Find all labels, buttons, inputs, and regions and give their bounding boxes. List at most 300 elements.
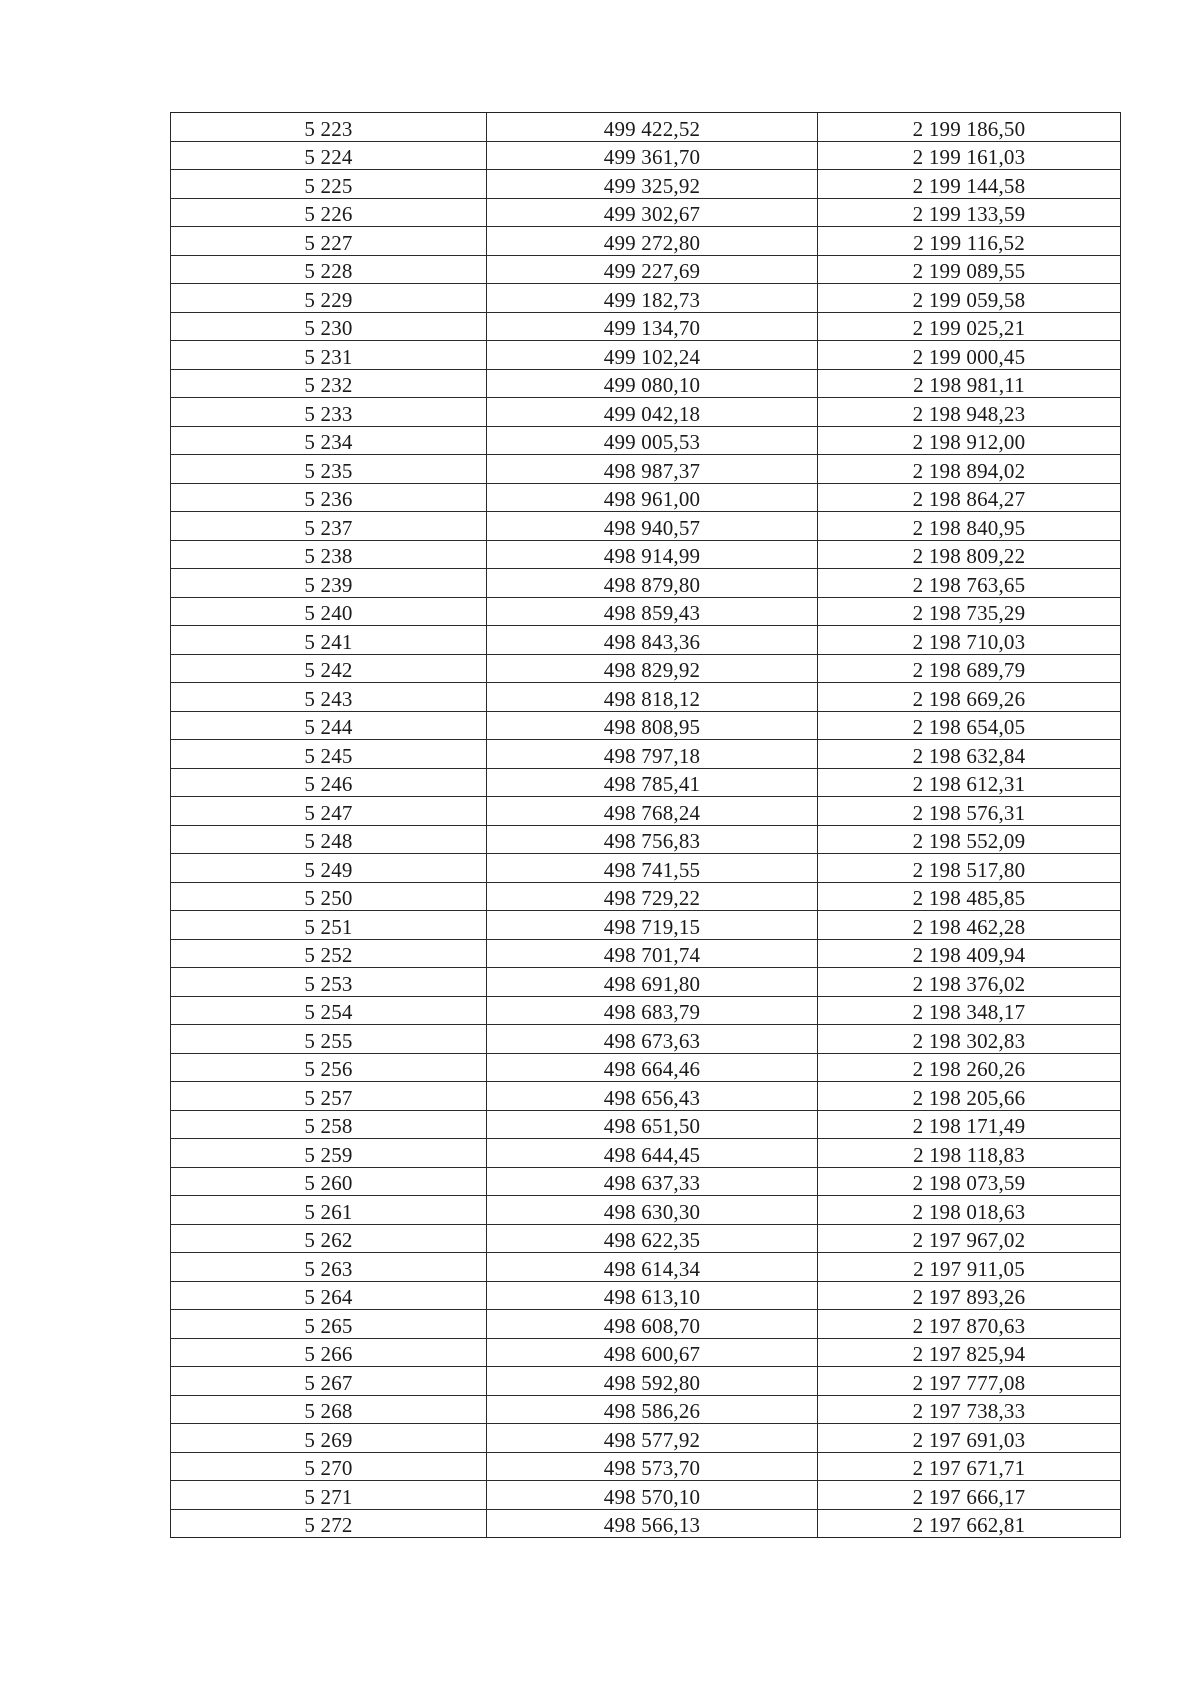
cell-value: 2 198 864,27 <box>912 487 1026 511</box>
table-row <box>171 113 1121 142</box>
cell-value: 2 198 409,94 <box>912 943 1026 967</box>
x-coordinate-cell <box>487 1053 818 1082</box>
table-row <box>171 711 1121 740</box>
table-row <box>171 198 1121 227</box>
y-coordinate-cell <box>818 341 1121 370</box>
cell-value: 499 042,18 <box>603 401 701 426</box>
cell-value: 5 268 <box>304 1399 353 1423</box>
table-row <box>171 369 1121 398</box>
cell-value: 5 271 <box>304 1484 353 1509</box>
y-coordinate-cell <box>818 1367 1121 1396</box>
cell-value: 5 242 <box>304 658 353 682</box>
point-number-cell <box>171 996 487 1025</box>
x-coordinate-cell <box>487 740 818 769</box>
coordinates-table <box>170 112 1121 1538</box>
point-number-cell <box>171 1025 487 1054</box>
x-coordinate-cell <box>487 1196 818 1225</box>
cell-value: 498 683,79 <box>603 1000 701 1024</box>
point-number-cell <box>171 512 487 541</box>
cell-value: 5 240 <box>304 601 353 625</box>
cell-value: 5 250 <box>304 886 353 910</box>
point-number-cell <box>171 1481 487 1510</box>
point-number-cell <box>171 1139 487 1168</box>
cell-value: 498 656,43 <box>603 1085 701 1110</box>
x-coordinate-cell <box>487 141 818 170</box>
y-coordinate-cell <box>818 1224 1121 1253</box>
cell-value: 2 198 018,63 <box>912 1199 1026 1224</box>
y-coordinate-cell <box>818 683 1121 712</box>
cell-value: 499 227,69 <box>603 259 701 283</box>
cell-value: 498 701,74 <box>603 943 701 967</box>
cell-value: 5 248 <box>304 829 353 853</box>
point-number-cell <box>171 768 487 797</box>
y-coordinate-cell <box>818 141 1121 170</box>
y-coordinate-cell <box>818 1509 1121 1538</box>
y-coordinate-cell <box>818 1338 1121 1367</box>
x-coordinate-cell <box>487 113 818 142</box>
cell-value: 498 573,70 <box>603 1456 701 1480</box>
x-coordinate-cell <box>487 854 818 883</box>
cell-value: 2 198 376,02 <box>912 971 1026 996</box>
table-row <box>171 768 1121 797</box>
cell-value: 5 249 <box>304 857 353 882</box>
table-row <box>171 1253 1121 1282</box>
x-coordinate-cell <box>487 654 818 683</box>
cell-value: 5 227 <box>304 230 353 255</box>
cell-value: 5 261 <box>304 1199 353 1224</box>
cell-value: 5 263 <box>304 1256 353 1281</box>
cell-value: 5 237 <box>304 515 353 540</box>
x-coordinate-cell <box>487 1424 818 1453</box>
table-row <box>171 825 1121 854</box>
y-coordinate-cell <box>818 1424 1121 1453</box>
x-coordinate-cell <box>487 825 818 854</box>
cell-value: 5 241 <box>304 629 353 654</box>
table-row <box>171 939 1121 968</box>
cell-value: 498 829,92 <box>603 658 701 682</box>
cell-value: 2 199 144,58 <box>912 173 1026 198</box>
cell-value: 5 252 <box>304 943 353 967</box>
x-coordinate-cell <box>487 170 818 199</box>
cell-value: 498 673,63 <box>603 1028 701 1053</box>
cell-value: 2 198 689,79 <box>912 658 1026 682</box>
cell-value: 5 258 <box>304 1114 353 1138</box>
cell-value: 2 197 662,81 <box>912 1513 1026 1537</box>
y-coordinate-cell <box>818 1253 1121 1282</box>
x-coordinate-cell <box>487 1167 818 1196</box>
cell-value: 5 235 <box>304 458 353 483</box>
table-row <box>171 398 1121 427</box>
table-row <box>171 1196 1121 1225</box>
x-coordinate-cell <box>487 1281 818 1310</box>
table-row <box>171 797 1121 826</box>
y-coordinate-cell <box>818 113 1121 142</box>
cell-value: 499 302,67 <box>603 202 701 226</box>
y-coordinate-cell <box>818 284 1121 313</box>
cell-value: 2 197 967,02 <box>912 1228 1026 1252</box>
y-coordinate-cell <box>818 711 1121 740</box>
y-coordinate-cell <box>818 768 1121 797</box>
cell-value: 498 566,13 <box>603 1513 701 1537</box>
point-number-cell <box>171 113 487 142</box>
x-coordinate-cell <box>487 341 818 370</box>
point-number-cell <box>171 369 487 398</box>
cell-value: 5 259 <box>304 1142 353 1167</box>
table-row <box>171 911 1121 940</box>
cell-value: 2 198 576,31 <box>912 800 1026 825</box>
table-row <box>171 540 1121 569</box>
cell-value: 2 198 654,05 <box>912 715 1026 739</box>
table-row <box>171 1452 1121 1481</box>
point-number-cell <box>171 740 487 769</box>
cell-value: 5 272 <box>304 1513 353 1537</box>
cell-value: 2 198 552,09 <box>912 829 1026 853</box>
cell-value: 2 198 302,83 <box>912 1028 1026 1053</box>
cell-value: 498 768,24 <box>603 800 701 825</box>
table-row <box>171 1424 1121 1453</box>
table-row <box>171 626 1121 655</box>
x-coordinate-cell <box>487 227 818 256</box>
point-number-cell <box>171 141 487 170</box>
table-row <box>171 1310 1121 1339</box>
cell-value: 2 198 260,26 <box>912 1057 1026 1081</box>
cell-value: 5 233 <box>304 401 353 426</box>
table-row <box>171 683 1121 712</box>
x-coordinate-cell <box>487 768 818 797</box>
cell-value: 2 198 205,66 <box>912 1085 1026 1110</box>
cell-value: 2 199 025,21 <box>912 316 1026 340</box>
point-number-cell <box>171 398 487 427</box>
x-coordinate-cell <box>487 968 818 997</box>
cell-value: 2 198 073,59 <box>912 1171 1026 1195</box>
cell-value: 5 234 <box>304 430 353 454</box>
cell-value: 498 719,15 <box>603 914 701 939</box>
cell-value: 498 651,50 <box>603 1114 701 1138</box>
cell-value: 498 614,34 <box>603 1256 701 1281</box>
cell-value: 498 914,99 <box>603 544 701 568</box>
table-row <box>171 255 1121 284</box>
point-number-cell <box>171 882 487 911</box>
cell-value: 499 422,52 <box>603 116 701 141</box>
point-number-cell <box>171 911 487 940</box>
cell-value: 5 243 <box>304 686 353 711</box>
y-coordinate-cell <box>818 1395 1121 1424</box>
cell-value: 2 198 948,23 <box>912 401 1026 426</box>
cell-value: 5 229 <box>304 287 353 312</box>
cell-value: 5 270 <box>304 1456 353 1480</box>
point-number-cell <box>171 1196 487 1225</box>
x-coordinate-cell <box>487 626 818 655</box>
cell-value: 5 267 <box>304 1370 353 1395</box>
cell-value: 5 226 <box>304 202 353 226</box>
point-number-cell <box>171 284 487 313</box>
y-coordinate-cell <box>818 1139 1121 1168</box>
point-number-cell <box>171 198 487 227</box>
cell-value: 2 198 735,29 <box>912 601 1026 625</box>
cell-value: 499 325,92 <box>603 173 701 198</box>
table-row <box>171 170 1121 199</box>
table-row <box>171 1053 1121 1082</box>
cell-value: 498 756,83 <box>603 829 701 853</box>
table-row <box>171 512 1121 541</box>
y-coordinate-cell <box>818 882 1121 911</box>
point-number-cell <box>171 483 487 512</box>
table-row <box>171 1338 1121 1367</box>
point-number-cell <box>171 1281 487 1310</box>
cell-value: 2 197 691,03 <box>912 1427 1026 1452</box>
point-number-cell <box>171 1224 487 1253</box>
table-row <box>171 1167 1121 1196</box>
cell-value: 2 198 517,80 <box>912 857 1026 882</box>
cell-value: 2 198 669,26 <box>912 686 1026 711</box>
point-number-cell <box>171 341 487 370</box>
y-coordinate-cell <box>818 1310 1121 1339</box>
table-row <box>171 854 1121 883</box>
point-number-cell <box>171 1310 487 1339</box>
x-coordinate-cell <box>487 1338 818 1367</box>
x-coordinate-cell <box>487 1139 818 1168</box>
x-coordinate-cell <box>487 1509 818 1538</box>
cell-value: 2 198 981,11 <box>913 373 1025 397</box>
x-coordinate-cell <box>487 398 818 427</box>
y-coordinate-cell <box>818 398 1121 427</box>
cell-value: 5 265 <box>304 1313 353 1338</box>
cell-value: 2 197 870,63 <box>912 1313 1026 1338</box>
y-coordinate-cell <box>818 512 1121 541</box>
y-coordinate-cell <box>818 825 1121 854</box>
cell-value: 498 843,36 <box>603 629 701 654</box>
table-row <box>171 341 1121 370</box>
cell-value: 5 223 <box>304 116 353 141</box>
table-row <box>171 483 1121 512</box>
y-coordinate-cell <box>818 1167 1121 1196</box>
x-coordinate-cell <box>487 711 818 740</box>
point-number-cell <box>171 170 487 199</box>
x-coordinate-cell <box>487 939 818 968</box>
cell-value: 5 262 <box>304 1228 353 1252</box>
cell-value: 498 644,45 <box>603 1142 701 1167</box>
y-coordinate-cell <box>818 198 1121 227</box>
cell-value: 498 808,95 <box>603 715 701 739</box>
cell-value: 2 198 912,00 <box>912 430 1026 454</box>
cell-value: 2 197 777,08 <box>912 1370 1026 1395</box>
cell-value: 5 225 <box>304 173 353 198</box>
point-number-cell <box>171 255 487 284</box>
cell-value: 498 785,41 <box>603 772 701 796</box>
cell-value: 2 199 089,55 <box>912 259 1026 283</box>
cell-value: 2 199 116,52 <box>913 230 1025 255</box>
table-row <box>171 1367 1121 1396</box>
point-number-cell <box>171 1253 487 1282</box>
cell-value: 499 182,73 <box>603 287 701 312</box>
y-coordinate-cell <box>818 1481 1121 1510</box>
table-row <box>171 1082 1121 1111</box>
x-coordinate-cell <box>487 683 818 712</box>
point-number-cell <box>171 1509 487 1538</box>
cell-value: 498 664,46 <box>603 1057 701 1081</box>
cell-value: 5 253 <box>304 971 353 996</box>
y-coordinate-cell <box>818 626 1121 655</box>
cell-value: 498 608,70 <box>603 1313 701 1338</box>
cell-value: 5 238 <box>304 544 353 568</box>
point-number-cell <box>171 1452 487 1481</box>
table-row <box>171 1481 1121 1510</box>
point-number-cell <box>171 1053 487 1082</box>
cell-value: 2 198 809,22 <box>912 544 1026 568</box>
y-coordinate-cell <box>818 369 1121 398</box>
cell-value: 2 198 710,03 <box>912 629 1026 654</box>
x-coordinate-cell <box>487 512 818 541</box>
table-row <box>171 284 1121 313</box>
point-number-cell <box>171 312 487 341</box>
x-coordinate-cell <box>487 1310 818 1339</box>
cell-value: 499 005,53 <box>603 430 701 454</box>
cell-value: 2 199 059,58 <box>912 287 1026 312</box>
cell-value: 5 269 <box>304 1427 353 1452</box>
cell-value: 498 940,57 <box>603 515 701 540</box>
cell-value: 5 260 <box>304 1171 353 1195</box>
cell-value: 2 198 840,95 <box>912 515 1026 540</box>
y-coordinate-cell <box>818 1452 1121 1481</box>
cell-value: 2 197 671,71 <box>912 1456 1026 1480</box>
table-row <box>171 569 1121 598</box>
x-coordinate-cell <box>487 284 818 313</box>
cell-value: 498 859,43 <box>603 601 701 625</box>
x-coordinate-cell <box>487 996 818 1025</box>
point-number-cell <box>171 854 487 883</box>
cell-value: 5 244 <box>304 715 353 739</box>
x-coordinate-cell <box>487 1025 818 1054</box>
point-number-cell <box>171 654 487 683</box>
point-number-cell <box>171 1395 487 1424</box>
cell-value: 498 630,30 <box>603 1199 701 1224</box>
y-coordinate-cell <box>818 569 1121 598</box>
cell-value: 498 729,22 <box>603 886 701 910</box>
x-coordinate-cell <box>487 597 818 626</box>
y-coordinate-cell <box>818 227 1121 256</box>
cell-value: 498 570,10 <box>603 1484 701 1509</box>
point-number-cell <box>171 626 487 655</box>
cell-value: 2 197 825,94 <box>912 1342 1026 1366</box>
cell-value: 498 600,67 <box>603 1342 701 1366</box>
y-coordinate-cell <box>818 854 1121 883</box>
cell-value: 499 272,80 <box>603 230 701 255</box>
table-row <box>171 1509 1121 1538</box>
point-number-cell <box>171 1338 487 1367</box>
table-row <box>171 1139 1121 1168</box>
cell-value: 2 198 348,17 <box>912 1000 1026 1024</box>
point-number-cell <box>171 569 487 598</box>
point-number-cell <box>171 455 487 484</box>
cell-value: 498 622,35 <box>603 1228 701 1252</box>
y-coordinate-cell <box>818 996 1121 1025</box>
cell-value: 2 197 911,05 <box>913 1256 1025 1281</box>
y-coordinate-cell <box>818 939 1121 968</box>
table-row <box>171 455 1121 484</box>
x-coordinate-cell <box>487 1110 818 1139</box>
table-row <box>171 968 1121 997</box>
x-coordinate-cell <box>487 1395 818 1424</box>
x-coordinate-cell <box>487 1452 818 1481</box>
table-row <box>171 312 1121 341</box>
cell-value: 5 247 <box>304 800 353 825</box>
point-number-cell <box>171 797 487 826</box>
cell-value: 498 592,80 <box>603 1370 701 1395</box>
cell-value: 5 239 <box>304 572 353 597</box>
cell-value: 2 197 893,26 <box>912 1285 1026 1309</box>
y-coordinate-cell <box>818 597 1121 626</box>
cell-value: 5 251 <box>304 914 353 939</box>
point-number-cell <box>171 227 487 256</box>
y-coordinate-cell <box>818 1082 1121 1111</box>
x-coordinate-cell <box>487 255 818 284</box>
cell-value: 2 198 171,49 <box>912 1114 1026 1138</box>
point-number-cell <box>171 597 487 626</box>
x-coordinate-cell <box>487 1224 818 1253</box>
cell-value: 498 577,92 <box>603 1427 701 1452</box>
cell-value: 498 961,00 <box>603 487 701 511</box>
x-coordinate-cell <box>487 483 818 512</box>
cell-value: 5 245 <box>304 743 353 768</box>
cell-value: 499 102,24 <box>603 344 701 369</box>
y-coordinate-cell <box>818 911 1121 940</box>
cell-value: 5 256 <box>304 1057 353 1081</box>
cell-value: 498 879,80 <box>603 572 701 597</box>
table-row <box>171 1110 1121 1139</box>
cell-value: 5 254 <box>304 1000 353 1024</box>
cell-value: 5 255 <box>304 1028 353 1053</box>
table-row <box>171 597 1121 626</box>
cell-value: 2 199 133,59 <box>912 202 1026 226</box>
point-number-cell <box>171 1110 487 1139</box>
cell-value: 499 080,10 <box>603 373 701 397</box>
table-row <box>171 426 1121 455</box>
y-coordinate-cell <box>818 1053 1121 1082</box>
x-coordinate-cell <box>487 426 818 455</box>
x-coordinate-cell <box>487 1082 818 1111</box>
x-coordinate-cell <box>487 569 818 598</box>
point-number-cell <box>171 426 487 455</box>
cell-value: 5 236 <box>304 487 353 511</box>
cell-value: 5 257 <box>304 1085 353 1110</box>
point-number-cell <box>171 939 487 968</box>
cell-value: 498 691,80 <box>603 971 701 996</box>
cell-value: 2 198 485,85 <box>912 886 1026 910</box>
y-coordinate-cell <box>818 312 1121 341</box>
table-row <box>171 1281 1121 1310</box>
y-coordinate-cell <box>818 540 1121 569</box>
cell-value: 5 232 <box>304 373 353 397</box>
point-number-cell <box>171 1167 487 1196</box>
y-coordinate-cell <box>818 1196 1121 1225</box>
table-row <box>171 654 1121 683</box>
y-coordinate-cell <box>818 740 1121 769</box>
coordinates-table-body <box>171 113 1121 1538</box>
cell-value: 2 198 763,65 <box>912 572 1026 597</box>
cell-value: 498 987,37 <box>603 458 701 483</box>
table-row <box>171 996 1121 1025</box>
cell-value: 5 231 <box>304 344 353 369</box>
cell-value: 5 264 <box>304 1285 353 1309</box>
x-coordinate-cell <box>487 911 818 940</box>
cell-value: 2 197 738,33 <box>912 1399 1026 1423</box>
x-coordinate-cell <box>487 882 818 911</box>
point-number-cell <box>171 1367 487 1396</box>
x-coordinate-cell <box>487 540 818 569</box>
cell-value: 5 266 <box>304 1342 353 1366</box>
point-number-cell <box>171 540 487 569</box>
y-coordinate-cell <box>818 1025 1121 1054</box>
